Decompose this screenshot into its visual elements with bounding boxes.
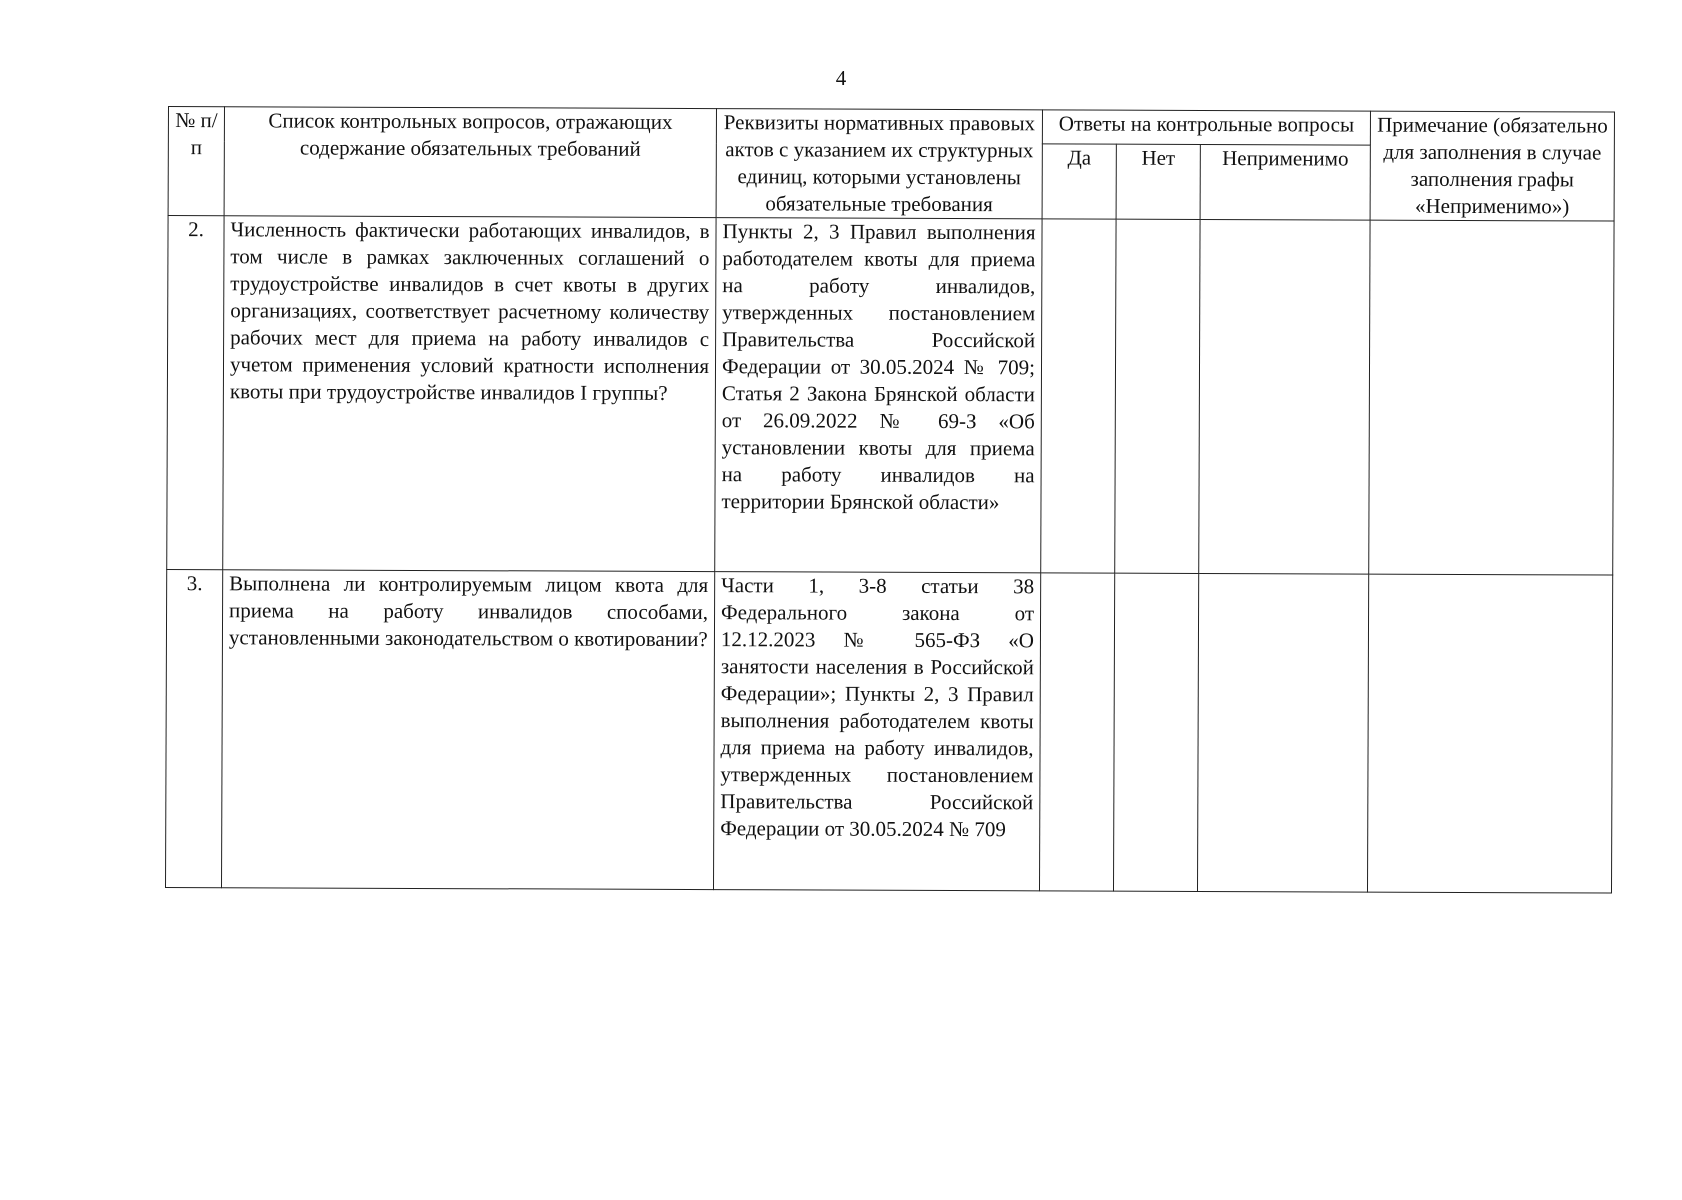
- header-note: Примечание (обязательно для заполнения в случае заполнения графы «Неприменимо»): [1370, 111, 1614, 221]
- answer-no-cell[interactable]: [1113, 573, 1198, 891]
- row-number: 2.: [167, 216, 224, 570]
- table-row: [165, 569, 1612, 893]
- header-na: Неприменимо: [1200, 144, 1370, 220]
- row-question: Выполнена ли контролируемым лицом квота для приема на работу инвалидов способами, установленными законодательством о квотировании?: [221, 570, 714, 890]
- row-acts: Пункты 2, 3 Правил выполнения работодателем квоты для приема на работу инвалидов, утвержденных постановлением Правительства Российской Федерации от 30.05.2024 № 709; Статья 2 Закона Брянской области от 26.09.2022 № 69-З «Об установлении квоты для приема на работу инвалидов на территории Брянской области»: [715, 218, 1042, 573]
- page-number: 4: [835, 66, 847, 90]
- answer-na-cell[interactable]: [1199, 219, 1370, 574]
- header-yes: Да: [1042, 144, 1116, 219]
- row-acts: Части 1, 3-8 статьи 38 Федерального закона от 12.12.2023 № 565-ФЗ «О занятости населения в Российской Федерации»; Пункты 2, 3 Правил выполнения работодателем квоты для приема на работу инвалидов, утвержденных постановлением Правительства Российской Федерации от 30.05.2024 № 709: [713, 572, 1040, 891]
- header-num: № п/п: [168, 107, 224, 216]
- header-answers: Ответы на контрольные вопросы: [1042, 110, 1370, 145]
- answer-no-cell[interactable]: [1115, 219, 1200, 573]
- answer-yes-cell[interactable]: [1041, 219, 1116, 573]
- answer-yes-cell[interactable]: [1039, 573, 1114, 891]
- row-question: Численность фактически работающих инвалидов, в том числе в рамках заключенных соглашений о трудоустройстве инвалидов в счет квоты в других организациях, соответствует расчетному количеству рабочих мест для приема на работу инвалидов с учетом применения условий кратности исполнения квоты при трудоустройстве инвалидов I группы?: [223, 216, 716, 572]
- header-acts: Реквизиты нормативных правовых актов с указанием их структурных единиц, которыми установлены обязательные требования: [716, 109, 1042, 219]
- checklist-table: [165, 106, 1615, 894]
- header-no: Нет: [1116, 144, 1200, 219]
- answer-na-cell[interactable]: [1197, 573, 1368, 892]
- header-question: Список контрольных вопросов, отражающих содержание обязательных требований: [224, 107, 716, 218]
- note-cell[interactable]: [1369, 220, 1614, 575]
- row-number: 3.: [165, 569, 222, 887]
- note-cell[interactable]: [1368, 574, 1613, 893]
- header-row: [168, 107, 1614, 147]
- table-row: [167, 216, 1614, 576]
